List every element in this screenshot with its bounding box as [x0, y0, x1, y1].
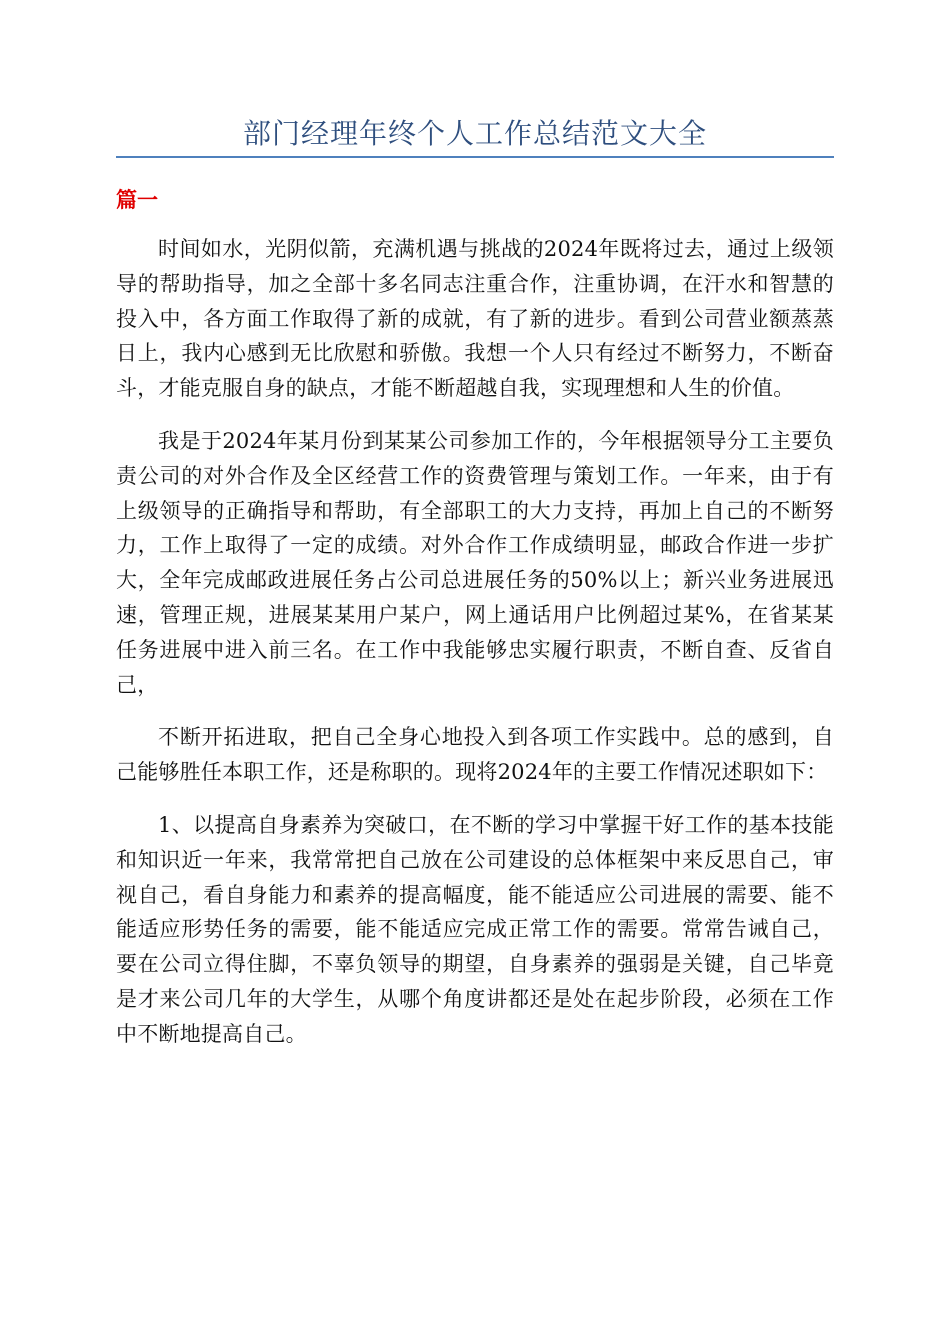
paragraph-2: 我是于2024年某月份到某某公司参加工作的，今年根据领导分工主要负责公司的对外合作及全区经营工作的资费管理与策划工作。一年来，由于有上级领导的正确指导和帮助，有全部职工的大力支持，再加上自己的不断努力，工作上取得了一定的成绩。对外合作工作成绩明显，邮政合作进一步扩大，全年完成邮政进展任务占公司总进展任务的50%以上；新兴业务进展迅速，管理正规，进展某某用户某户，网上通话用户比例超过某%，在省某某任务进展中进入前三名。在工作中我能够忠实履行职责，不断自查、反省自己， — [116, 428, 834, 697]
document-title: 部门经理年终个人工作总结范文大全 — [242, 117, 707, 150]
paragraph-1: 时间如水，光阴似箭，充满机遇与挑战的2024年既将过去，通过上级领导的帮助指导，加之全部十多名同志注重合作，注重协调，在汗水和智慧的投入中，各方面工作取得了新的成就，有了新的进步。看到公司营业额蒸蒸日上，我内心感到无比欣慰和骄傲。我想一个人只有经过不断努力，不断奋斗，才能克服自身的缺点，才能不断超越自我，实现理想和人生的价值。 — [116, 237, 834, 401]
paragraph-3: 不断开拓进取，把自己全身心地投入到各项工作实践中。总的感到，自己能够胜任本职工作，还是称职的。现将2024年的主要工作情况述职如下： — [116, 725, 834, 785]
document-page — [116, 0, 834, 1052]
section-heading: 篇一 — [116, 187, 158, 212]
paragraph-4: 1、以提高自身素养为突破口，在不断的学习中掌握干好工作的基本技能和知识近一年来，我常常把自己放在公司建设的总体框架中来反思自己，审视自己，看自身能力和素养的提高幅度，能不能适应公司进展的需要、能不能适应形势任务的需要，能不能适应完成正常工作的需要。常常告诫自己，要在公司立得住脚，不辜负领导的期望，自身素养的强弱是关键，自己毕竟是才来公司几年的大学生，从哪个角度讲都还是处在起步阶段，必须在工作中不断地提高自己。 — [116, 812, 834, 1046]
title-divider — [116, 156, 834, 158]
